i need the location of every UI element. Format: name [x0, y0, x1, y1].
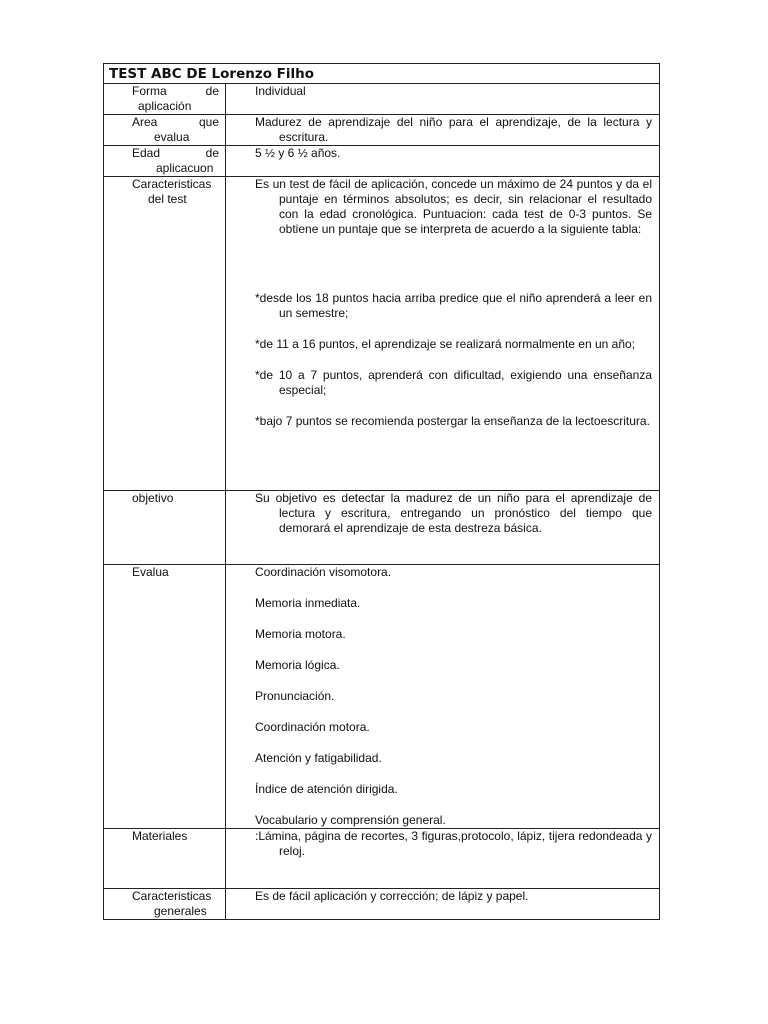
list-item: Coordinación motora.	[255, 720, 370, 734]
label-line-2: del test	[148, 192, 187, 206]
row-label	[104, 84, 226, 115]
score-range-item: *de 10 a 7 puntos, aprenderá con dificultad, exigiendo una enseñanza especial;	[255, 368, 652, 397]
row-value	[226, 829, 660, 889]
label-line-1: Area que	[132, 115, 219, 129]
score-range-item: *desde los 18 puntos hacia arriba predice que el niño aprenderá a leer en un semestre;	[255, 291, 652, 320]
score-range-item: *bajo 7 puntos se recomienda postergar la enseñanza de la lectoescritura.	[255, 414, 650, 428]
row-label	[104, 491, 226, 565]
row-label	[104, 177, 226, 491]
document-title: TEST ABC DE Lorenzo Filho	[104, 64, 660, 84]
list-item: Índice de atención dirigida.	[255, 782, 398, 796]
row-label	[104, 146, 226, 177]
label-line-1: objetivo	[132, 491, 174, 505]
test-description: Es un test de fácil de aplicación, concede un máximo de 24 puntos y da el puntaje en términos absolutos; es decir, sin relacionar el resultado con la edad cronológica. Puntuacion: cada test de 0-3 puntos. Se obtiene un puntaje que se interpreta de acuerdo a la siguiente tabla:	[255, 177, 652, 236]
row-label	[104, 829, 226, 889]
row-value	[226, 491, 660, 565]
label-line-1: Caracteristicas	[132, 177, 212, 191]
label-line-1: Forma de	[132, 84, 219, 98]
table-row	[104, 491, 660, 565]
row-label	[104, 889, 226, 920]
list-item: Atención y fatigabilidad.	[255, 751, 382, 765]
table-row	[104, 177, 660, 491]
list-item: Coordinación visomotora.	[255, 565, 392, 579]
value-text: Individual	[255, 84, 306, 98]
info-table	[103, 63, 660, 920]
label-line-2: evalua	[154, 130, 190, 144]
row-value	[226, 84, 660, 115]
row-value	[226, 115, 660, 146]
table-row	[104, 115, 660, 146]
score-range-item: *de 11 a 16 puntos, el aprendizaje se realizará normalmente en un año;	[255, 337, 636, 351]
list-item: Vocabulario y comprensión general.	[255, 813, 446, 827]
label-line-1: Evalua	[132, 565, 169, 579]
title-row	[104, 64, 660, 84]
row-label	[104, 115, 226, 146]
value-text: :Lámina, página de recortes, 3 figuras,protocolo, lápiz, tijera redondeada y reloj.	[255, 829, 652, 858]
label-line-2: aplicación	[138, 99, 192, 113]
value-text: 5 ½ y 6 ½ años.	[255, 146, 341, 160]
value-text: Es de fácil aplicación y corrección; de lápiz y papel.	[255, 889, 529, 903]
row-value	[226, 565, 660, 829]
value-text: Madurez de aprendizaje del niño para el aprendizaje, de la lectura y escritura.	[255, 115, 652, 144]
list-item: Memoria inmediata.	[255, 596, 361, 610]
table-row	[104, 829, 660, 889]
label-line-1: Materiales	[132, 829, 188, 843]
list-item: Memoria lógica.	[255, 658, 340, 672]
table-row	[104, 146, 660, 177]
table-row	[104, 84, 660, 115]
row-value	[226, 889, 660, 920]
row-value	[226, 177, 660, 491]
list-item: Memoria motora.	[255, 627, 346, 641]
table-row	[104, 889, 660, 920]
document-table	[103, 63, 659, 920]
label-line-2: aplicacuon	[156, 161, 214, 175]
label-line-1: Edad de	[132, 146, 219, 160]
table-row	[104, 565, 660, 829]
row-label	[104, 565, 226, 829]
label-line-1: Caracteristicas	[132, 889, 212, 903]
label-line-2: generales	[154, 904, 207, 918]
list-item: Pronunciación.	[255, 689, 335, 703]
value-text: Su objetivo es detectar la madurez de un niño para el aprendizaje de lectura y escritura, entregando un pronóstico del tiempo que demorará el aprendizaje de esta destreza básica.	[255, 491, 652, 535]
row-value	[226, 146, 660, 177]
